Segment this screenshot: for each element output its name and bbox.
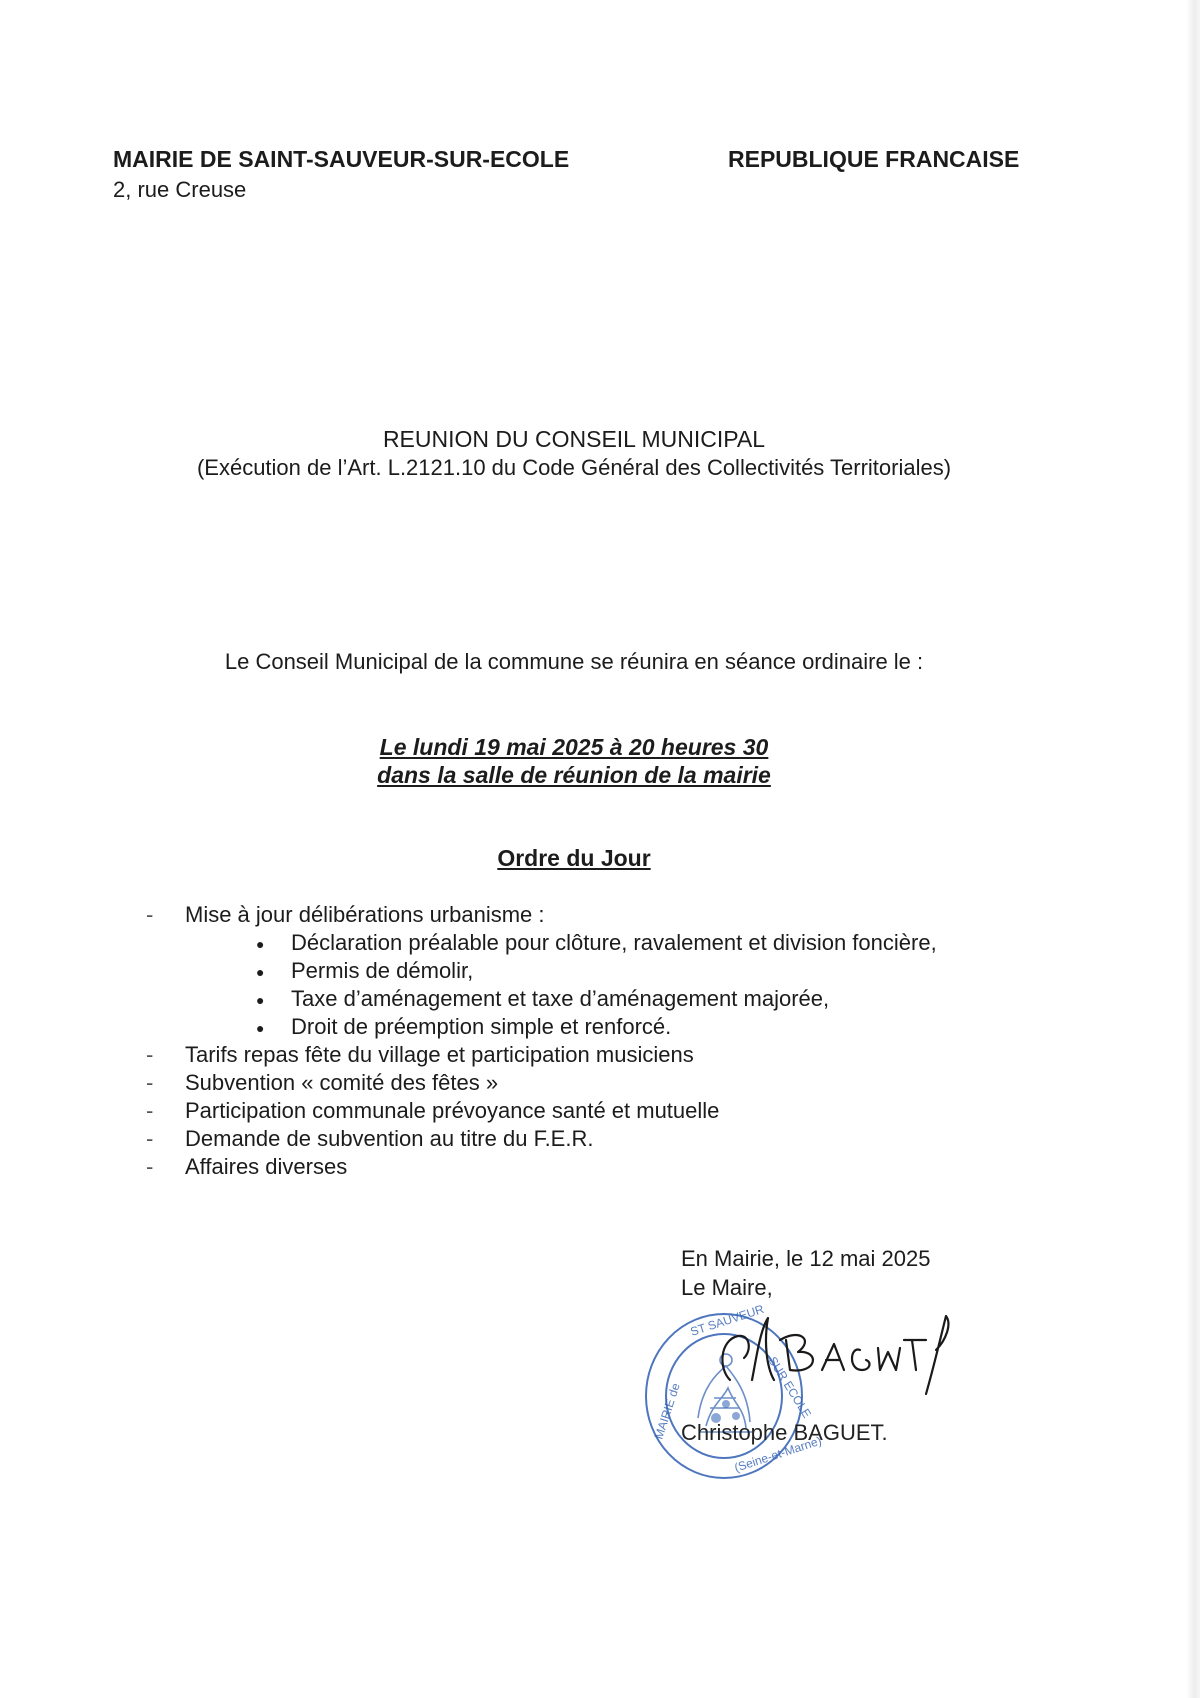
svg-text:SUR ECOLE: SUR ECOLE: [765, 1354, 815, 1421]
bullet-marker: ●: [256, 992, 265, 1008]
svg-text:(Seine-et-Marne): (Seine-et-Marne): [732, 1433, 824, 1475]
mayor-signature: [690, 1310, 960, 1400]
agenda-item-label: Participation communale prévoyance santé et mutuelle: [185, 1098, 720, 1123]
page-edge-shadow: [1186, 0, 1200, 1698]
dash-marker: -: [146, 1042, 154, 1067]
intro-text: Le Conseil Municipal de la commune se réunira en séance ordinaire le :: [224, 649, 924, 674]
republic-title: REPUBLIQUE FRANCAISE: [728, 146, 1020, 172]
closing-role: Le Maire,: [681, 1275, 773, 1300]
bullet-marker: ●: [256, 1020, 265, 1036]
dash-marker: -: [146, 1126, 154, 1151]
dash-marker: -: [146, 1098, 154, 1123]
agenda-item-label: Demande de subvention au titre du F.E.R.: [185, 1126, 594, 1151]
document-title: REUNION DU CONSEIL MUNICIPAL: [382, 426, 766, 452]
agenda-subitem-label: Droit de préemption simple et renforcé.: [291, 1014, 672, 1039]
meeting-location: dans la salle de réunion de la mairie: [377, 762, 771, 788]
agenda-subitem-label: Déclaration préalable pour clôture, ravalement et division foncière,: [291, 930, 937, 955]
mairie-name: MAIRIE DE SAINT-SAUVEUR-SUR-ECOLE: [113, 146, 570, 172]
bullet-marker: ●: [256, 936, 265, 952]
agenda-item-label: Subvention « comité des fêtes »: [185, 1070, 499, 1095]
agenda-item-label: Mise à jour délibérations urbanisme :: [185, 902, 545, 927]
dash-marker: -: [146, 1154, 154, 1179]
agenda-subitem-label: Permis de démolir,: [291, 958, 474, 983]
mairie-address: 2, rue Creuse: [113, 177, 247, 202]
agenda-item-label: Tarifs repas fête du village et participation musiciens: [185, 1042, 694, 1067]
document-subtitle: (Exécution de l’Art. L.2121.10 du Code Général des Collectivités Territoriales): [196, 455, 952, 480]
agenda-item-label: Affaires diverses: [185, 1154, 348, 1179]
agenda-title: Ordre du Jour: [497, 845, 651, 871]
signer-name: Christophe BAGUET.: [681, 1420, 888, 1445]
dash-marker: -: [146, 902, 154, 927]
svg-text:MAIRIE de: MAIRIE de: [651, 1381, 683, 1441]
dash-marker: -: [146, 1070, 154, 1095]
agenda-subitem-label: Taxe d’aménagement et taxe d’aménagement majorée,: [291, 986, 830, 1011]
bullet-marker: ●: [256, 964, 265, 980]
svg-text:ST SAUVEUR: ST SAUVEUR: [688, 1301, 766, 1339]
closing-place-date: En Mairie, le 12 mai 2025: [681, 1246, 931, 1271]
meeting-date: Le lundi 19 mai 2025 à 20 heures 30: [379, 734, 769, 760]
